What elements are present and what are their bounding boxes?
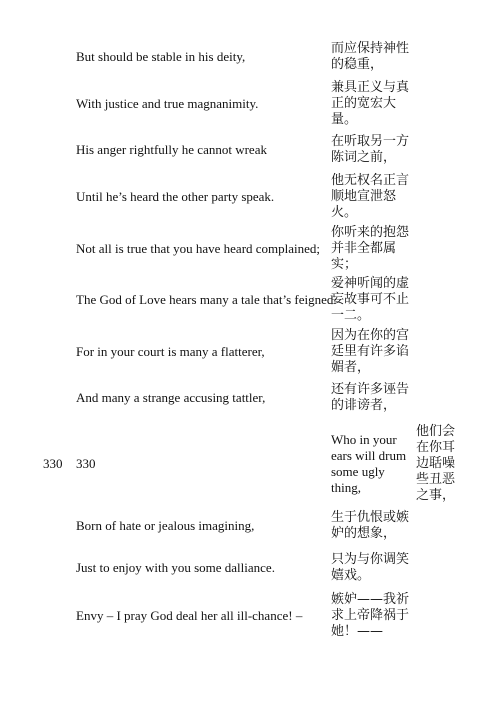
chinese-translation: 嫉妒——我祈 求上帝降祸于 她！—— <box>331 592 410 639</box>
english-verse-wrapped: Who in your ears will drum some ugly thing, <box>331 432 407 495</box>
verse-line <box>0 382 500 414</box>
verse-line <box>0 173 500 221</box>
verse-line <box>0 225 500 273</box>
english-verse: For in your court is many a flatterer, <box>76 344 265 359</box>
english-verse: Not all is true that you have heard complained; <box>76 241 321 256</box>
verse-line <box>0 592 500 640</box>
verse-line <box>0 552 500 584</box>
english-line-label: 330 <box>76 456 96 471</box>
english-verse: With justice and true magnanimity. <box>76 96 259 111</box>
chinese-translation: 他无权名正言 顺地宣泄怒 火。 <box>331 173 410 220</box>
english-verse: Envy – I pray God deal her all ill-chance! – <box>76 608 303 623</box>
chinese-translation: 兼具正义与真 正的宽宏大 量。 <box>331 80 410 127</box>
english-verse: His anger rightfully he cannot wreak <box>76 142 267 157</box>
chinese-translation: 因为在你的宫 廷里有许多谄 媚者， <box>331 328 410 375</box>
english-verse: Just to enjoy with you some dalliance. <box>76 560 275 575</box>
english-verse: And many a strange accusing tattler, <box>76 390 266 405</box>
chinese-translation: 爱神听闻的虚 妄故事可不止 一二。 <box>331 276 410 323</box>
chinese-translation: 你听来的抱怨 并非全都属 实； <box>331 225 410 272</box>
chinese-translation: 他们会 在你耳 边聒噪 些丑恶 之事， <box>416 424 456 503</box>
verse-line-330 <box>0 424 500 504</box>
line-number: 330 <box>43 456 63 471</box>
english-verse: Born of hate or jealous imagining, <box>76 518 255 533</box>
verse-line <box>0 41 500 73</box>
verse-line <box>0 510 500 542</box>
chinese-translation: 而应保持神性 的稳重， <box>331 41 410 72</box>
verse-line <box>0 328 500 376</box>
english-verse: But should be stable in his deity, <box>76 49 246 64</box>
verse-line <box>0 80 500 128</box>
chinese-translation: 生于仇恨或嫉 妒的想象， <box>331 510 410 541</box>
verse-line <box>0 276 500 324</box>
chinese-translation: 还有许多诬告 的诽谤者， <box>331 382 410 413</box>
english-verse: The God of Love hears many a tale that’s feigned. <box>76 292 337 307</box>
chinese-translation: 只为与你调笑 嬉戏。 <box>331 552 410 583</box>
verse-line <box>0 134 500 166</box>
english-verse: Until he’s heard the other party speak. <box>76 189 275 204</box>
chinese-translation: 在听取另一方 陈词之前， <box>331 134 410 165</box>
